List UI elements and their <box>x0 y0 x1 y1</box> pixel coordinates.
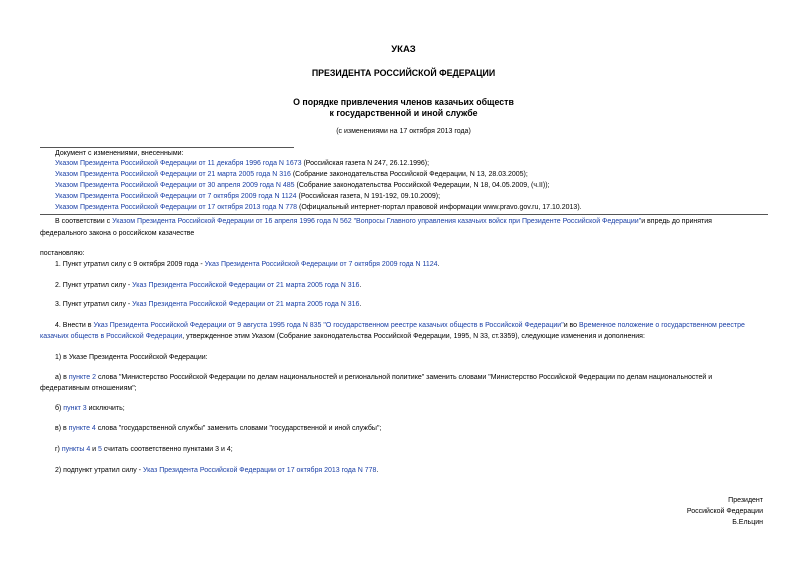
change-link[interactable]: Указом Президента Российской Федерации от 11 декабря 1996 года N 1673 <box>55 160 302 167</box>
signature-position: Президент <box>728 497 763 504</box>
points-4-link[interactable]: пункты 4 <box>61 446 91 453</box>
point-4-link[interactable]: пункте 4 <box>68 425 96 432</box>
decree-1124-link[interactable]: Указ Президента Российской Федерации от 7 октября 2009 года N 1124 <box>204 261 438 268</box>
changes-rule <box>40 214 768 215</box>
decree-778-link[interactable]: Указ Президента Российской Федерации от 17 октября 2013 года N 778 <box>142 467 377 474</box>
subitem-1: 1) в Указе Президента Российской Федерации: <box>55 354 208 361</box>
decree-316-link[interactable]: Указ Президента Российской Федерации от 21 марта 2005 года N 316 <box>132 282 360 289</box>
changes-intro: Документ с изменениями, внесенными: <box>55 150 184 157</box>
signature-country: Российской Федерации <box>686 508 763 515</box>
change-link[interactable]: Указом Президента Российской Федерации от 7 октября 2009 года N 1124 <box>55 193 297 200</box>
item-4-line-2: казачьих обществ в Российской Федерации, утвержденное этим Указом (Собрание законодательства Российской Федерации, 1995, N 33, ст.3359), следующие изменения и дополнения: <box>40 333 645 340</box>
preamble-line-1: В соответствии с Указом Президента Российской Федерации от 16 апреля 1996 года N 562 "Вопросы Главного управления казачьих войск при Президенте Российской Федерации"и впредь до принятия <box>55 218 712 225</box>
decree-word: постановляю: <box>40 250 85 257</box>
header-rule <box>40 147 294 148</box>
edition-note: (с изменениями на 17 октября 2013 года) <box>336 128 471 135</box>
change-item: Указом Президента Российской Федерации от 7 октября 2009 года N 1124 (Российская газета, N 191-192, 09.10.2009); <box>55 193 441 200</box>
change-item: Указом Президента Российской Федерации от 11 декабря 1996 года N 1673 (Российская газета N 247, 26.12.1996); <box>55 160 430 167</box>
issuer-title: ПРЕЗИДЕНТА РОССИЙСКОЙ ФЕДЕРАЦИИ <box>311 68 496 78</box>
item-3: 3. Пункт утратил силу - Указ Президента Российской Федерации от 21 марта 2005 года N 316. <box>55 301 362 308</box>
point-3-link[interactable]: пункт 3 <box>63 405 87 412</box>
subitem-a-line-1: а) в пункте 2 слова "Министерство Российской Федерации по делам национальностей и региональной политике" заменить словами "Министерство Российской Федерации по делам национальностей и <box>55 374 713 381</box>
doc-title-line-2: к государственной и иной службе <box>329 108 478 118</box>
point-5-link[interactable]: 5 <box>98 446 102 453</box>
subitem-b: б) пункт 3 исключить; <box>55 405 125 412</box>
doc-title-line-1: О порядке привлечения членов казачьих обществ <box>293 97 514 107</box>
subitem-a-line-2: федеративным отношениям"; <box>40 385 137 392</box>
item-4-line-1: 4. Внести в Указ Президента Российской Федерации от 9 августа 1995 года N 835 "О государственном реестре казачьих обществ в Российской Федерации"и во Временное положение о государственном реестре <box>55 322 745 329</box>
change-link[interactable]: Указом Президента Российской Федерации от 17 октября 2013 года N 778 <box>55 204 298 211</box>
signature-name: Б.Ельцин <box>732 519 763 526</box>
item-1: 1. Пункт утратил силу с 9 октября 2009 года - Указ Президента Российской Федерации от 7 октября 2009 года N 1124. <box>55 261 440 268</box>
subitem-g: г) пункты 4 и 5 считать соответственно пунктами 3 и 4; <box>55 446 233 453</box>
decree-316-link[interactable]: Указ Президента Российской Федерации от 21 марта 2005 года N 316 <box>132 301 360 308</box>
point-2-link[interactable]: пункте 2 <box>68 374 96 381</box>
registry-regulation-link[interactable]: Временное положение о государственном реестре <box>579 322 745 329</box>
registry-regulation-link[interactable]: казачьих обществ в Российской Федерации <box>40 333 183 340</box>
preamble-line-2: федерального закона о российском казачестве <box>40 230 195 237</box>
doc-type-title: УКАЗ <box>391 44 416 55</box>
subitem-v: в) в пункте 4 слова "государственной службы" заменить словами "государственной и иной службы"; <box>55 425 382 432</box>
subitem-2: 2) подпункт утратил силу - Указ Президента Российской Федерации от 17 октября 2013 года N 778. <box>55 467 379 474</box>
change-link[interactable]: Указом Президента Российской Федерации от 21 марта 2005 года N 316 <box>55 171 291 178</box>
change-item: Указом Президента Российской Федерации от 30 апреля 2009 года N 485 (Собрание законодательства Российской Федерации, N 18, 04.05.2009, (ч.II)); <box>55 182 550 189</box>
change-item: Указом Президента Российской Федерации от 17 октября 2013 года N 778 (Официальный интернет-портал правовой информации www.pravo.gov.ru, 17.10.2013). <box>55 204 582 211</box>
decree-835-link[interactable]: Указ Президента Российской Федерации от 9 августа 1995 года N 835 "О государственном реестре казачьих обществ в Российской Федерации" <box>93 322 564 329</box>
change-link[interactable]: Указом Президента Российской Федерации от 30 апреля 2009 года N 485 <box>55 182 295 189</box>
decree-562-link[interactable]: Указом Президента Российской Федерации от 16 апреля 1996 года N 562 "Вопросы Главного управления казачьих войск при Президенте Российской Федерации" <box>112 218 642 225</box>
change-item: Указом Президента Российской Федерации от 21 марта 2005 года N 316 (Собрание законодательства Российской Федерации, N 13, 28.03.2005); <box>55 171 528 178</box>
item-2: 2. Пункт утратил силу - Указ Президента Российской Федерации от 21 марта 2005 года N 316. <box>55 282 362 289</box>
